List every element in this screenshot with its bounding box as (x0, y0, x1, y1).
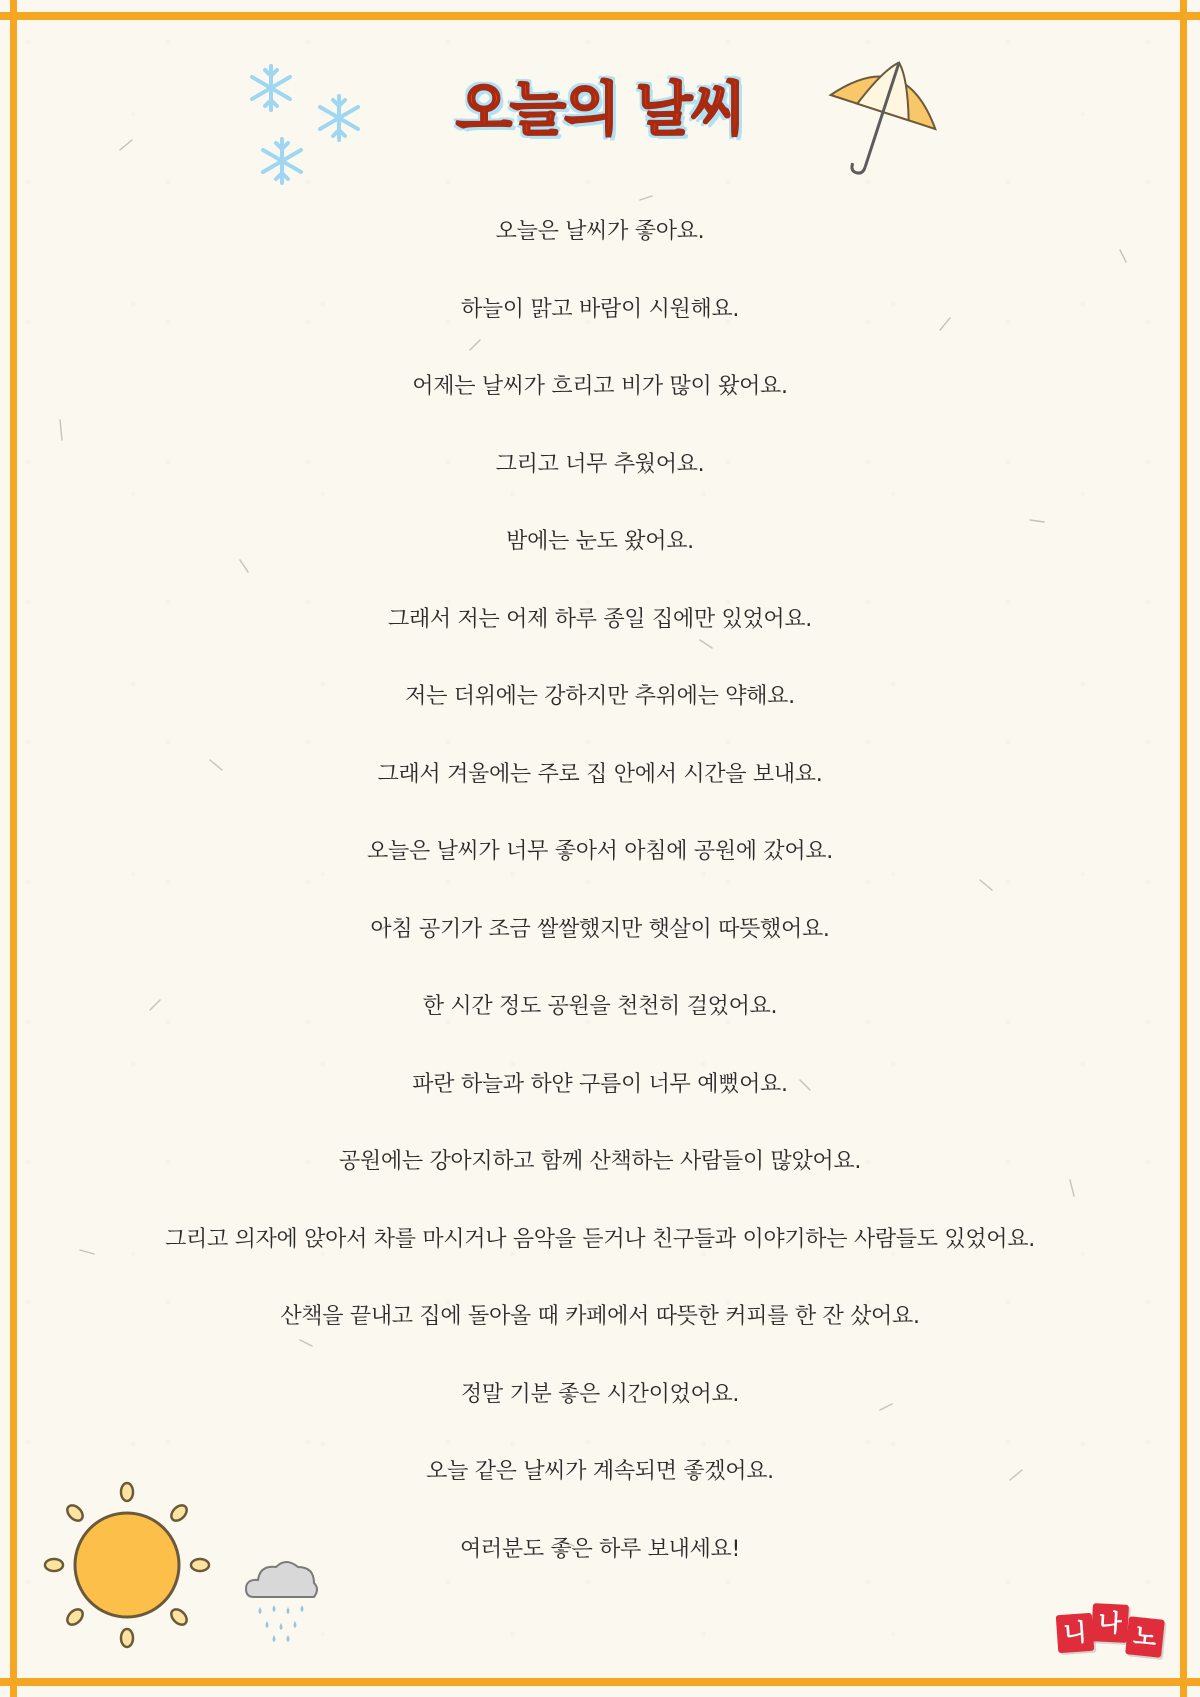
logo-tile: 니 (1056, 1613, 1095, 1653)
logo-tile: 나 (1091, 1603, 1129, 1643)
logo-tile: 노 (1125, 1616, 1165, 1658)
passage-line: 그리고 의자에 앉아서 차를 마시거나 음악을 듣거나 친구들과 이야기하는 사람들도 있었어요. (165, 1226, 1035, 1252)
sun-icon (42, 1480, 212, 1650)
umbrella-icon (818, 52, 948, 182)
frame-left-border (10, 0, 17, 1697)
passage-line: 어제는 날씨가 흐리고 비가 많이 왔어요. (412, 374, 788, 399)
passage-line: 그래서 저는 어제 하루 종일 집에만 있었어요. (388, 606, 812, 632)
passage-line: 그리고 너무 추웠어요. (495, 451, 705, 477)
passage-line: 여러분도 좋은 하루 보내세요! (459, 1536, 741, 1562)
passage-line: 오늘 같은 날씨가 계속되면 좋겠어요. (426, 1459, 774, 1484)
rain-cloud-icon (242, 1555, 322, 1645)
passage-line: 한 시간 정도 공원을 천천히 걸었어요. (422, 994, 778, 1019)
frame-bottom-border (0, 1678, 1200, 1686)
passage-line: 아침 공기가 조금 쌀쌀했지만 햇살이 따뜻했어요. (370, 916, 830, 942)
passage-line: 정말 기분 좋은 시간이었어요. (460, 1381, 740, 1407)
passage-line: 밤에는 눈도 왔어요. (506, 529, 694, 554)
frame-right-border (1180, 0, 1187, 1697)
passage-line: 저는 더위에는 강하지만 추위에는 약해요. (405, 684, 795, 709)
passage-lines (100, 214, 1100, 1609)
frame-top-border (0, 12, 1200, 20)
passage-line: 그래서 겨울에는 주로 집 안에서 시간을 보내요. (377, 761, 823, 787)
passage-line: 오늘은 날씨가 너무 좋아서 아침에 공원에 갔어요. (367, 839, 833, 864)
page-title: 오늘의 날씨 (455, 75, 745, 143)
passage-line: 공원에는 강아지하고 함께 산책하는 사람들이 많았어요. (338, 1149, 862, 1174)
snowflake-icon (313, 92, 365, 144)
publisher-logo (1055, 1600, 1165, 1670)
passage-line: 파란 하늘과 하얀 구름이 너무 예뻤어요. (412, 1071, 788, 1097)
passage-line: 하늘이 맑고 바람이 시원해요. (460, 296, 740, 322)
passage-line: 산책을 끝내고 집에 돌아올 때 카페에서 따뜻한 커피를 한 잔 샀어요. (280, 1304, 920, 1329)
snowflake-icon (245, 62, 297, 114)
snowflake-icon (256, 135, 308, 187)
passage-line: 오늘은 날씨가 좋아요. (495, 219, 705, 244)
